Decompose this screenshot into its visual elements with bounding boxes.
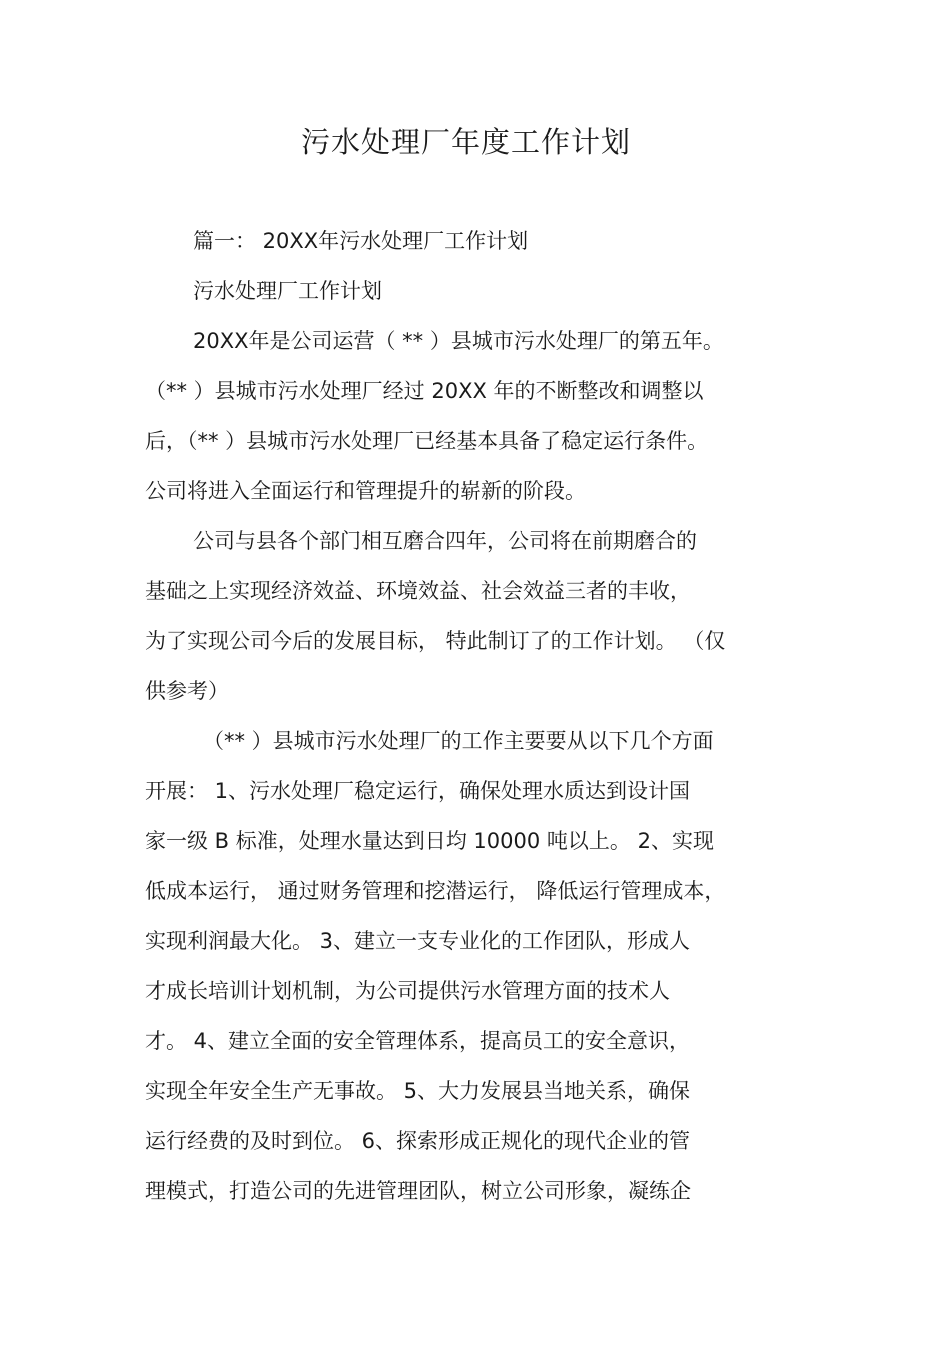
body-line: （** ）县城市污水处理厂经过 20XX 年的不断整改和调整以 xyxy=(145,379,704,403)
body-line: 低成本运行， 通过财务管理和挖潜运行， 降低运行管理成本， xyxy=(145,879,726,903)
body-line: 实现利润最大化。 3、建立一支专业化的工作团队，形成人 xyxy=(145,929,691,953)
section-heading: 篇一： 20XX年污水处理厂工作计划 xyxy=(193,229,529,253)
body-line: 才。 4、建立全面的安全管理体系，提高员工的安全意识， xyxy=(145,1029,691,1053)
body-line: 运行经费的及时到位。 6、探索形成正规化的现代企业的管 xyxy=(145,1129,691,1153)
body-line: 理模式，打造公司的先进管理团队，树立公司形象，凝练企 xyxy=(145,1179,691,1203)
body-line: 后，（** ）县城市污水处理厂已经基本具备了稳定运行条件。 xyxy=(145,429,709,453)
body-line: 供参考） xyxy=(145,679,229,703)
body-line: 公司将进入全面运行和管理提升的崭新的阶段。 xyxy=(145,479,586,503)
body-line: 开展： 1、污水处理厂稳定运行，确保处理水质达到设计国 xyxy=(145,779,691,803)
subheading: 污水处理厂工作计划 xyxy=(193,279,382,303)
body-line: 20XX年是公司运营（ ** ）县城市污水处理厂的第五年。 xyxy=(193,329,724,353)
body-line: （** ）县城市污水处理厂的工作主要要从以下几个方面 xyxy=(203,729,714,753)
body-line: 家一级 B 标准，处理水量达到日均 10000 吨以上。 2、实现 xyxy=(145,829,714,853)
body-line: 才成长培训计划机制，为公司提供污水管理方面的技术人 xyxy=(145,979,670,1003)
body-line: 公司与县各个部门相互磨合四年，公司将在前期磨合的 xyxy=(193,529,697,553)
body-line: 基础之上实现经济效益、环境效益、社会效益三者的丰收， xyxy=(145,579,691,603)
body-line: 实现全年安全生产无事故。 5、大力发展县当地关系，确保 xyxy=(145,1079,691,1103)
body-line: 为了实现公司今后的发展目标， 特此制订了的工作计划。 （仅 xyxy=(145,629,726,653)
document-title: 污水处理厂年度工作计划 xyxy=(300,125,631,159)
